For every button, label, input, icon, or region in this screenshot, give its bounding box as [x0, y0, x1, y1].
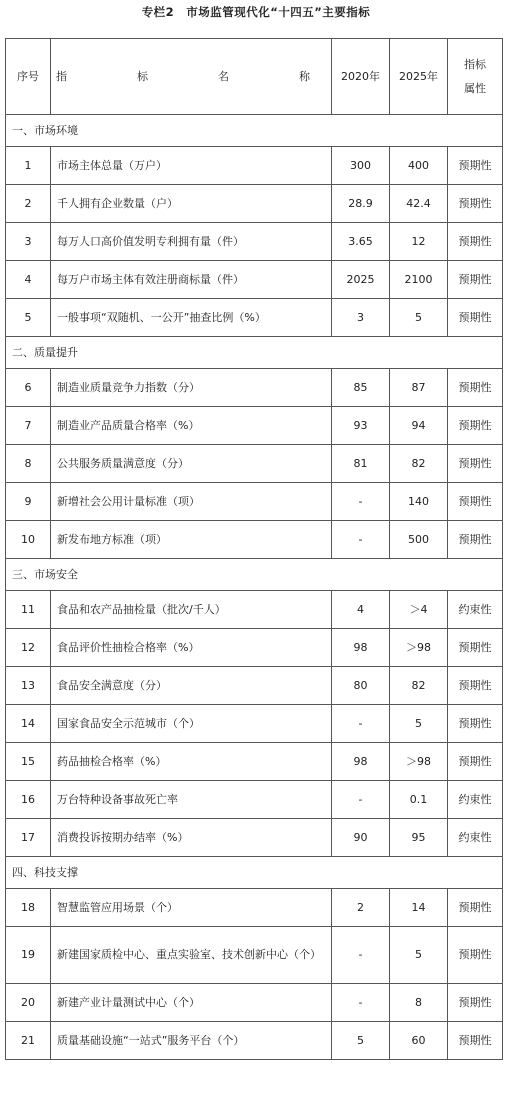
cell-value-2020: - [332, 984, 390, 1022]
cell-indicator-name: 消费投诉按期办结率（%） [51, 819, 332, 857]
cell-attribute: 约束性 [448, 819, 503, 857]
cell-attribute: 预期性 [448, 261, 503, 299]
table-header-row [6, 39, 503, 115]
cell-attribute: 预期性 [448, 705, 503, 743]
cell-attribute: 预期性 [448, 483, 503, 521]
cell-no: 12 [6, 629, 51, 667]
cell-value-2025: 0.1 [390, 781, 448, 819]
cell-attribute: 预期性 [448, 299, 503, 337]
section-title: 三、市场安全 [6, 559, 503, 591]
cell-value-2020: 300 [332, 147, 390, 185]
table-row [6, 407, 503, 445]
cell-no: 13 [6, 667, 51, 705]
section-row [6, 115, 503, 147]
cell-indicator-name: 每万户市场主体有效注册商标量（件） [51, 261, 332, 299]
table-row [6, 521, 503, 559]
cell-value-2020: 28.9 [332, 185, 390, 223]
cell-attribute: 预期性 [448, 185, 503, 223]
cell-no: 19 [6, 927, 51, 984]
cell-indicator-name: 一般事项“双随机、一公开”抽查比例（%） [51, 299, 332, 337]
cell-value-2025: ＞4 [390, 591, 448, 629]
cell-indicator-name: 制造业质量竞争力指数（分） [51, 369, 332, 407]
cell-indicator-name: 新建国家质检中心、重点实验室、技术创新中心（个） [51, 927, 332, 984]
cell-no: 20 [6, 984, 51, 1022]
cell-value-2025: 5 [390, 299, 448, 337]
cell-attribute: 预期性 [448, 445, 503, 483]
table-row [6, 1022, 503, 1060]
cell-value-2025: 42.4 [390, 185, 448, 223]
header-no: 序号 [6, 39, 51, 115]
table-row [6, 261, 503, 299]
table-row [6, 667, 503, 705]
cell-no: 1 [6, 147, 51, 185]
cell-indicator-name: 食品和农产品抽检量（批次/千人） [51, 591, 332, 629]
header-attribute-line2: 属性 [464, 81, 486, 95]
table-row [6, 629, 503, 667]
cell-no: 6 [6, 369, 51, 407]
cell-value-2020: 90 [332, 819, 390, 857]
cell-value-2025: 12 [390, 223, 448, 261]
cell-indicator-name: 每万人口高价值发明专利拥有量（件） [51, 223, 332, 261]
table-title: 专栏2 市场监管现代化“十四五”主要指标 [141, 5, 371, 19]
cell-attribute: 预期性 [448, 743, 503, 781]
table-row [6, 223, 503, 261]
cell-no: 15 [6, 743, 51, 781]
cell-value-2025: 500 [390, 521, 448, 559]
table-row [6, 927, 503, 984]
cell-value-2025: 140 [390, 483, 448, 521]
header-2025: 2025年 [390, 39, 448, 115]
cell-value-2020: 98 [332, 743, 390, 781]
cell-value-2025: ＞98 [390, 743, 448, 781]
indicators-table [5, 38, 503, 1060]
cell-indicator-name: 公共服务质量满意度（分） [51, 445, 332, 483]
section-title: 四、科技支撑 [6, 857, 503, 889]
cell-indicator-name: 食品安全满意度（分） [51, 667, 332, 705]
cell-value-2025: 87 [390, 369, 448, 407]
table-row [6, 984, 503, 1022]
cell-no: 7 [6, 407, 51, 445]
cell-attribute: 预期性 [448, 521, 503, 559]
cell-indicator-name: 智慧监管应用场景（个） [51, 889, 332, 927]
table-row [6, 299, 503, 337]
cell-indicator-name: 市场主体总量（万户） [51, 147, 332, 185]
cell-no: 3 [6, 223, 51, 261]
cell-value-2020: 81 [332, 445, 390, 483]
cell-value-2025: 82 [390, 445, 448, 483]
cell-attribute: 预期性 [448, 223, 503, 261]
cell-value-2025: 95 [390, 819, 448, 857]
cell-value-2020: - [332, 705, 390, 743]
cell-value-2020: - [332, 483, 390, 521]
section-title: 一、市场环境 [6, 115, 503, 147]
cell-value-2020: 2 [332, 889, 390, 927]
table-row [6, 781, 503, 819]
table-row [6, 185, 503, 223]
cell-value-2020: 2025 [332, 261, 390, 299]
cell-no: 8 [6, 445, 51, 483]
cell-attribute: 预期性 [448, 629, 503, 667]
cell-indicator-name: 新发布地方标准（项） [51, 521, 332, 559]
cell-value-2020: - [332, 521, 390, 559]
cell-value-2025: 94 [390, 407, 448, 445]
cell-no: 9 [6, 483, 51, 521]
header-attribute-line1: 指标 [464, 57, 486, 71]
cell-value-2025: 2100 [390, 261, 448, 299]
cell-value-2025: ＞98 [390, 629, 448, 667]
section-row [6, 559, 503, 591]
cell-value-2020: - [332, 781, 390, 819]
cell-value-2025: 82 [390, 667, 448, 705]
cell-no: 11 [6, 591, 51, 629]
cell-value-2020: 93 [332, 407, 390, 445]
table-row [6, 147, 503, 185]
cell-indicator-name: 国家食品安全示范城市（个） [51, 705, 332, 743]
cell-attribute: 预期性 [448, 984, 503, 1022]
table-row [6, 705, 503, 743]
cell-indicator-name: 药品抽检合格率（%） [51, 743, 332, 781]
cell-attribute: 约束性 [448, 591, 503, 629]
cell-attribute: 预期性 [448, 667, 503, 705]
cell-no: 17 [6, 819, 51, 857]
cell-attribute: 约束性 [448, 781, 503, 819]
cell-indicator-name: 制造业产品质量合格率（%） [51, 407, 332, 445]
header-2020: 2020年 [332, 39, 390, 115]
header-indicator: 指 标 名 称 [51, 39, 332, 115]
cell-attribute: 预期性 [448, 407, 503, 445]
cell-indicator-name: 食品评价性抽检合格率（%） [51, 629, 332, 667]
cell-attribute: 预期性 [448, 147, 503, 185]
cell-no: 2 [6, 185, 51, 223]
cell-value-2025: 8 [390, 984, 448, 1022]
cell-no: 21 [6, 1022, 51, 1060]
cell-no: 16 [6, 781, 51, 819]
section-row [6, 337, 503, 369]
table-row [6, 445, 503, 483]
cell-value-2025: 5 [390, 927, 448, 984]
cell-value-2020: 85 [332, 369, 390, 407]
cell-indicator-name: 新增社会公用计量标准（项） [51, 483, 332, 521]
cell-value-2025: 60 [390, 1022, 448, 1060]
table-row [6, 819, 503, 857]
cell-indicator-name: 千人拥有企业数量（户） [51, 185, 332, 223]
cell-value-2020: 98 [332, 629, 390, 667]
table-row [6, 483, 503, 521]
cell-value-2020: 3 [332, 299, 390, 337]
cell-value-2020: - [332, 927, 390, 984]
table-row [6, 743, 503, 781]
cell-indicator-name: 新建产业计量测试中心（个） [51, 984, 332, 1022]
table-row [6, 889, 503, 927]
cell-no: 4 [6, 261, 51, 299]
cell-no: 14 [6, 705, 51, 743]
cell-indicator-name: 质量基础设施“一站式”服务平台（个） [51, 1022, 332, 1060]
table-row [6, 591, 503, 629]
cell-no: 5 [6, 299, 51, 337]
cell-value-2020: 5 [332, 1022, 390, 1060]
section-row [6, 857, 503, 889]
cell-attribute: 预期性 [448, 889, 503, 927]
cell-attribute: 预期性 [448, 369, 503, 407]
table-row [6, 369, 503, 407]
cell-no: 18 [6, 889, 51, 927]
cell-indicator-name: 万台特种设备事故死亡率 [51, 781, 332, 819]
cell-value-2020: 80 [332, 667, 390, 705]
cell-value-2020: 3.65 [332, 223, 390, 261]
cell-value-2025: 5 [390, 705, 448, 743]
header-attribute [448, 39, 503, 115]
section-title: 二、质量提升 [6, 337, 503, 369]
cell-value-2025: 400 [390, 147, 448, 185]
cell-attribute: 预期性 [448, 927, 503, 984]
cell-value-2020: 4 [332, 591, 390, 629]
cell-attribute: 预期性 [448, 1022, 503, 1060]
cell-value-2025: 14 [390, 889, 448, 927]
cell-no: 10 [6, 521, 51, 559]
